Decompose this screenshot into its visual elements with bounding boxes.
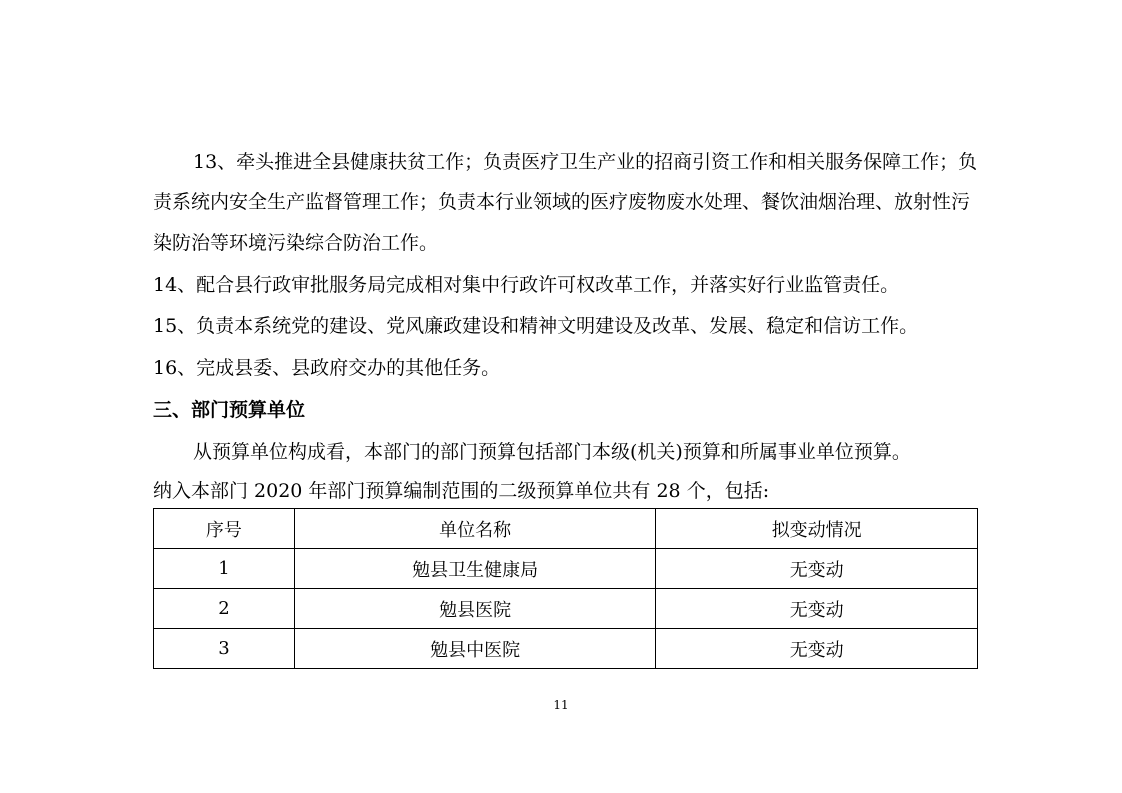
paragraph-item13-line1: 13、牵头推进全县健康扶贫工作；负责医疗卫生产业的招商引资工作和相关服务保障工作；负	[193, 151, 978, 173]
cell-change-status: 无变动	[656, 589, 978, 629]
paragraph-item13-line2: 责系统内安全生产监督管理工作；负责本行业领域的医疗废物废水处理、餐饮油烟治理、放射性污	[153, 191, 971, 213]
cell-change-status: 无变动	[656, 629, 978, 669]
header-index: 序号	[154, 509, 295, 549]
table-row	[154, 549, 978, 589]
budget-units-table	[153, 508, 978, 669]
paragraph-item16: 16、完成县委、县政府交办的其他任务。	[153, 357, 501, 379]
cell-change-status: 无变动	[656, 549, 978, 589]
cell-unit-name: 勉县医院	[294, 589, 656, 629]
cell-index: 2	[154, 589, 295, 629]
section-heading: 三、部门预算单位	[153, 399, 306, 421]
cell-index: 3	[154, 629, 295, 669]
table-header-row	[154, 509, 978, 549]
header-change-status: 拟变动情况	[656, 509, 978, 549]
table-row	[154, 589, 978, 629]
intro-line2: 纳入本部门 2020 年部门预算编制范围的二级预算单位共有 28 个，包括:	[153, 480, 770, 502]
paragraph-item13-line3: 染防治等环境污染综合防治工作。	[153, 232, 439, 254]
header-unit-name: 单位名称	[294, 509, 656, 549]
intro-line1: 从预算单位构成看，本部门的部门预算包括部门本级(机关)预算和所属事业单位预算。	[193, 441, 911, 463]
cell-unit-name: 勉县中医院	[294, 629, 656, 669]
cell-index: 1	[154, 549, 295, 589]
paragraph-item14: 14、配合县行政审批服务局完成相对集中行政许可权改革工作，并落实好行业监管责任。	[153, 274, 900, 296]
paragraph-item15: 15、负责本系统党的建设、党风廉政建设和精神文明建设及改革、发展、稳定和信访工作。	[153, 315, 919, 337]
table-row	[154, 629, 978, 669]
page-number: 11	[553, 698, 569, 712]
cell-unit-name: 勉县卫生健康局	[294, 549, 656, 589]
